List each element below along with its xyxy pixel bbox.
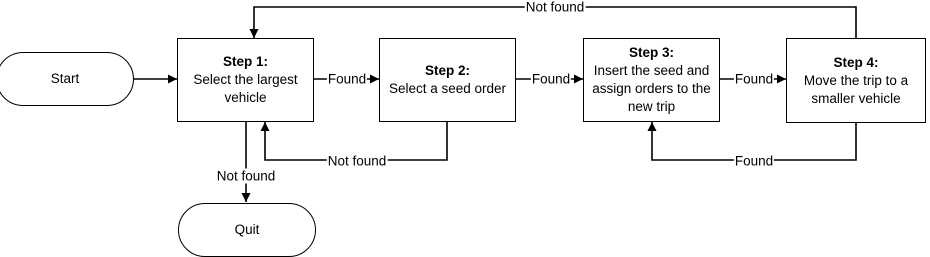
- start-terminal: [0, 52, 134, 106]
- step3-line-1: Insert the seed and: [593, 63, 710, 78]
- start-label: Start: [50, 71, 80, 86]
- step1-line-1: Select the largest: [193, 72, 298, 87]
- edge-label-step1-step2: Found: [327, 71, 367, 87]
- step4-line-1: Move the trip to a: [803, 72, 909, 88]
- edge-label-step1-quit: Not found: [216, 168, 276, 184]
- step3-box: [583, 38, 720, 122]
- edge-label-step2-step1: Not found: [327, 153, 387, 169]
- step2-box: [379, 38, 516, 122]
- edge-label-step2-step3: Found: [531, 71, 571, 87]
- step3-line-2: assign orders to the: [592, 81, 711, 96]
- step4-box: [786, 38, 926, 123]
- quit-terminal: [178, 203, 316, 257]
- step3-line-3: new trip: [627, 99, 676, 114]
- edge-label-step4-step3: Found: [734, 153, 774, 169]
- step2-title: Step 2:: [424, 63, 470, 78]
- step1-line-2: vehicle: [224, 90, 267, 105]
- edge-label-step3-step4: Found: [734, 71, 774, 87]
- edge-label-step4-step1: Not found: [525, 0, 585, 15]
- step1-title: Step 1:: [222, 54, 268, 69]
- step3-title: Step 3:: [628, 45, 674, 60]
- step2-line-1: Select a seed order: [388, 81, 507, 96]
- step4-title: Step 4:: [833, 54, 879, 70]
- step4-line-2: smaller vehicle: [811, 90, 901, 106]
- quit-label: Quit: [234, 222, 260, 237]
- step1-box: [177, 38, 314, 122]
